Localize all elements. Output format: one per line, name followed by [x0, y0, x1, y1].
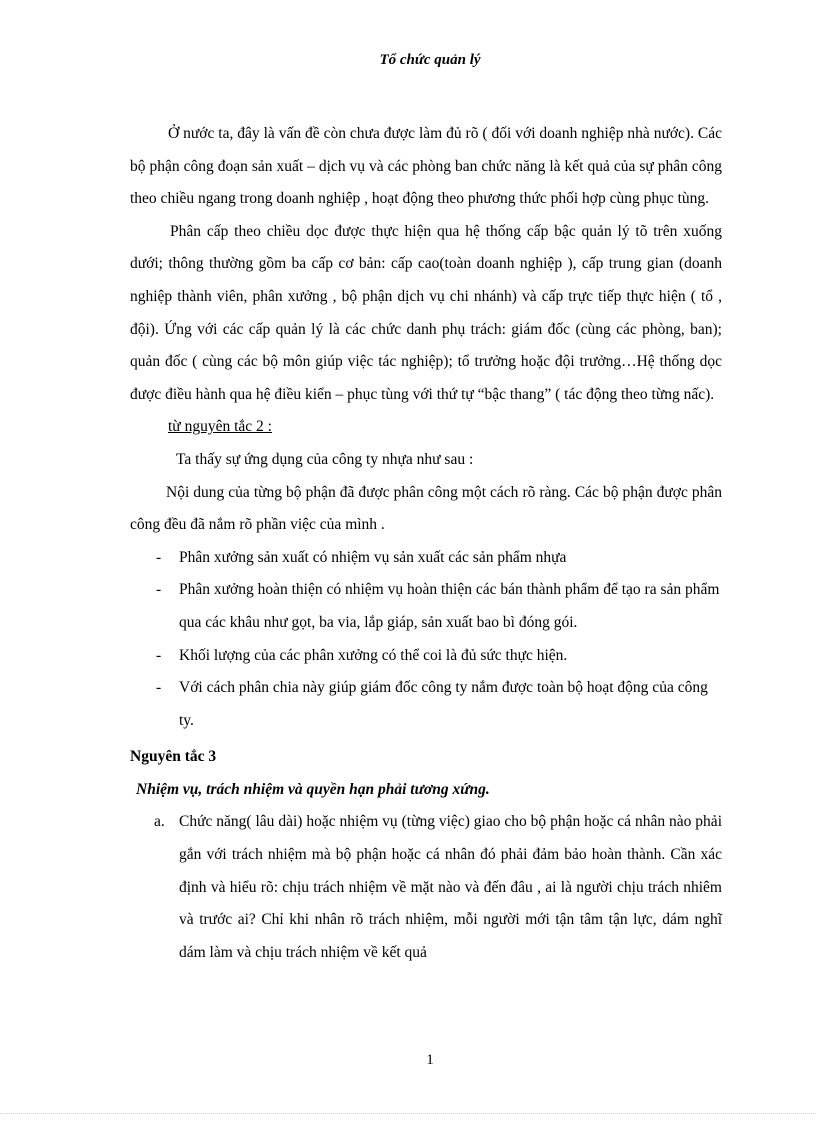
paragraph-principle-2-ref: [130, 411, 722, 444]
list-item-text: Với cách phân chia này giúp giám đốc công ty nắm được toàn bộ hoạt động của công ty.: [179, 679, 708, 729]
list-item: [130, 672, 722, 737]
underlined-text: từ nguyên tắc 2 :: [168, 418, 272, 436]
section-heading: Nguyên tắc 3: [130, 748, 217, 766]
dash-marker: -: [156, 646, 162, 664]
list-item: [130, 806, 722, 969]
dash-marker: -: [156, 548, 162, 566]
list-item-text: Phân xưởng sản xuất có nhiệm vụ sản xuất các sản phẩm nhựa: [179, 548, 567, 566]
alpha-list: [130, 806, 722, 969]
paragraph-application: Ta thấy sự ứng dụng của công ty nhựa như sau :: [176, 450, 474, 468]
paragraph-1: Ở nước ta, đây là vấn đề còn chưa được làm đủ rõ ( đối với doanh nghiệp nhà nước). Các bộ phận công đoạn sản xuất – dịch vụ và các phòng ban chức năng là kết quả của sự phân công theo chiều ngang trong doanh nghiệp , hoạt động theo phương thức phối hợp cùng phục tùng.: [130, 125, 722, 208]
list-item: [130, 640, 722, 673]
dash-list: [130, 542, 722, 738]
page-header-title: Tổ chức quản lý: [379, 52, 481, 68]
paragraph-content: Nội dung của từng bộ phận đã được phân công một cách rõ ràng. Các bộ phận được phân công đều đã nắm rõ phần việc của mình .: [130, 483, 722, 534]
list-item: [130, 574, 722, 639]
page-bottom-divider: [0, 1113, 816, 1114]
list-item: [130, 542, 722, 575]
list-item-text: Phân xưởng hoàn thiện có nhiệm vụ hoàn thiện các bán thành phẩm để tạo ra sản phẩm qua các khâu như gọt, ba via, lắp giáp, sản xuất bao bì đóng gói.: [179, 581, 720, 631]
dash-marker: -: [156, 581, 162, 599]
list-item-text: Khối lượng của các phân xưởng có thể coi là đủ sức thực hiện.: [179, 646, 568, 664]
list-item-text: Chức năng( lâu dài) hoặc nhiệm vụ (từng việc) giao cho bộ phận hoặc cá nhân nào phải gắn với trách nhiệm mà bộ phận hoặc cá nhân đó phải đảm bảo hoàn thành. Cần xác định và hiểu rõ: chịu trách nhiệm về mặt nào và đến đâu , ai là người chịu trách nhiêm và trước ai? Chỉ khi nhân rõ trách nhiệm, mỗi người mới tận tâm tận lực, dám nghĩ dám làm và chịu trách nhiệm về kết quả: [179, 813, 722, 961]
alpha-marker: a.: [154, 813, 165, 831]
section-subheading: Nhiệm vụ, trách nhiệm và quyền hạn phải tương xứng.: [136, 780, 490, 798]
paragraph-2: Phân cấp theo chiều dọc được thực hiện qua hệ thống cấp bậc quản lý tõ trên xuống dưới; thông thường gồm ba cấp cơ bản: cấp cao(toàn doanh nghiệp ), cấp trung gian (doanh nghiệp thành viên, phân xưởng , bộ phận dịch vụ chi nhánh) và cấp trực tiếp thực hiện ( tổ , đội). Ứng với các cấp quản lý là các chức danh phụ trách: giám đốc (cùng các phòng, ban); quản đốc ( cùng các bộ môn giúp việc tác nghiệp); tổ trưởng hoặc đội trưởng…Hệ thống dọc được điều hành qua hệ điều kiển – phục tùng với thứ tự “bậc thang” ( tác động theo từng nấc).: [130, 222, 722, 403]
document-body: [130, 118, 722, 969]
dash-marker: -: [156, 679, 162, 697]
page-number: 1: [426, 1052, 434, 1068]
